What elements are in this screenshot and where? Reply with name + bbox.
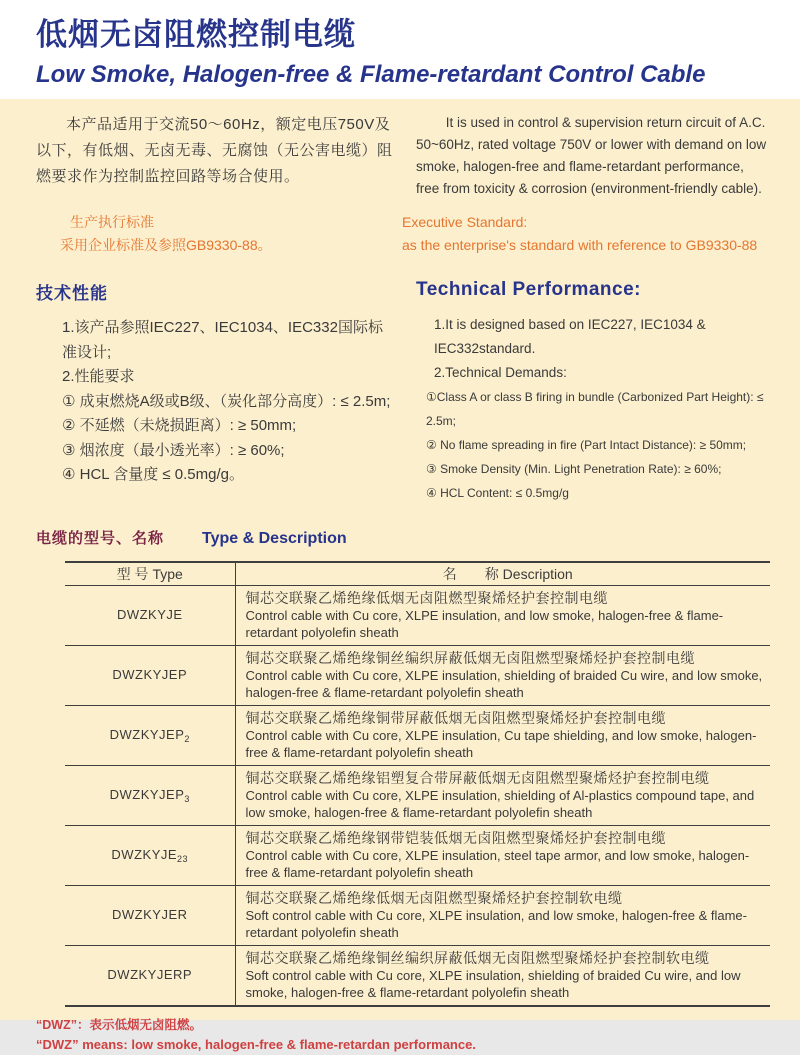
table-row	[65, 885, 770, 945]
tech-en-item: ② No flame spreading in fire (Part Intact Distance): ≥ 50mm;	[426, 438, 747, 452]
standard-english	[394, 211, 770, 257]
technical-list-english-main	[416, 313, 770, 385]
type-cell: $DWZKYJE_{23}$	[65, 825, 235, 885]
cable-name-chinese: 铜芯交联聚乙烯绝缘铜丝编织屏蔽低烟无卤阻燃型聚烯烃护套控制电缆	[245, 649, 695, 666]
tech-zh-item: ③ 烟浓度（最小透光率）: ≥ 60%;	[62, 441, 285, 459]
cable-name-english: Soft control cable with Cu core, XLPE insulation, and low smoke, halogen-free & flame-retardant polyolefin sheath	[245, 907, 747, 940]
footnotes	[36, 1015, 770, 1055]
cable-name-chinese: 铜芯交联聚乙烯绝缘铜带屏蔽低烟无卤阻燃型聚烯烃护套控制电缆	[245, 709, 666, 726]
type-cell: DWZKYJE	[65, 585, 235, 645]
standard-zh-line2: 采用企业标准及参照GB9330-88。	[60, 237, 272, 253]
cable-name-chinese: 铜芯交联聚乙烯绝缘低烟无卤阻燃型聚烯烃护套控制软电缆	[245, 889, 623, 906]
type-cell: DWZKYJER	[65, 885, 235, 945]
page-title-chinese: 低烟无卤阻燃控制电缆	[36, 17, 356, 52]
table-row	[65, 765, 770, 825]
description-cell	[235, 705, 770, 765]
description-cell	[235, 945, 770, 1006]
cable-name-english: Control cable with Cu core, XLPE insulation, shielding of braided Cu wire, and low smoke, halogen-free & flame-retardant polyolefin sheath	[245, 667, 763, 700]
footnote-chinese: “DWZ”：表示低烟无卤阻燃。	[36, 1017, 202, 1032]
table-row	[65, 825, 770, 885]
tech-en-item: ①Class A or class B firing in bundle (Carbonized Part Height): ≤ 2.5m;	[426, 390, 764, 428]
table-row	[65, 645, 770, 705]
cable-name-english: Control cable with Cu core, XLPE insulation, and low smoke, halogen-free & flame-retardant polyolefin sheath	[245, 607, 724, 640]
description-cell	[235, 765, 770, 825]
column-header-type: 型 号 Type	[65, 562, 235, 585]
description-cell	[235, 885, 770, 945]
intro-section	[36, 112, 770, 200]
technical-section	[36, 279, 770, 505]
table-heading-english: Type & Description	[202, 530, 347, 547]
tech-zh-item: ① 成束燃烧A级或B级、（炭化部分高度）: ≤ 2.5m;	[62, 392, 391, 410]
tech-en-item: ④ HCL Content: ≤ 0.5mg/g	[426, 486, 569, 500]
cable-name-english: Soft control cable with Cu core, XLPE insulation, shielding of braided Cu wire, and low smoke, halogen-free & flame-retardant polyolefin sheath	[245, 967, 741, 1000]
standard-section	[36, 211, 770, 257]
cable-name-chinese: 铜芯交联聚乙烯绝缘铝塑复合带屏蔽低烟无卤阻燃型聚烯烃护套控制电缆	[245, 769, 710, 786]
type-description-table	[65, 561, 770, 1007]
description-cell	[235, 585, 770, 645]
table-row	[65, 945, 770, 1006]
footnote-english: “DWZ” means: low smoke, halogen-free & flame-retardan performance.	[36, 1036, 476, 1052]
cable-name-chinese: 铜芯交联聚乙烯绝缘铜丝编织屏蔽低烟无卤阻燃型聚烯烃护套控制软电缆	[245, 949, 710, 966]
technical-chinese	[36, 279, 394, 505]
cable-name-english: Control cable with Cu core, XLPE insulation, Cu tape shielding, and low smoke, halogen-free & flame-retardant polyolefin sheath	[245, 727, 757, 760]
table-header-row	[65, 562, 770, 585]
table-row	[65, 705, 770, 765]
intro-paragraph-english: It is used in control & supervision return circuit of A.C. 50~60Hz, rated voltage 750V or lower with demand on low smoke, halogen-free and flame-retardant performance, free from toxicity & corrosion (environment-friendly cable).	[416, 115, 767, 196]
technical-heading-english: Technical Performance:	[416, 279, 642, 300]
column-header-description: 名 称 Description	[235, 562, 770, 585]
intro-paragraph-chinese: 本产品适用于交流50～60Hz，额定电压750V及以下，有低烟、无卤无毒、无腐蚀（无公害电缆）阻燃要求作为控制监控回路等场合使用。	[36, 116, 393, 185]
page-title-english: Low Smoke, Halogen-free & Flame-retardant Control Cable	[36, 61, 706, 88]
tech-en-item: 2.Technical Demands:	[434, 365, 567, 380]
standard-zh-line1: 生产执行标准	[70, 214, 154, 230]
table-section-heading	[36, 527, 770, 548]
type-cell: DWZKYJERP	[65, 945, 235, 1006]
technical-english	[394, 279, 770, 505]
cable-name-chinese: 铜芯交联聚乙烯绝缘低烟无卤阻燃型聚烯烃护套控制电缆	[245, 589, 608, 606]
technical-list-chinese	[36, 316, 394, 488]
tech-zh-item: ④ HCL 含量度 ≤ 0.5mg/g。	[62, 466, 244, 483]
table-heading-chinese: 电缆的型号、名称	[36, 530, 165, 547]
standard-en-line2: as the enterprise's standard with reference to GB9330-88	[402, 237, 758, 253]
tech-zh-item: 1.该产品参照IEC227、IEC1034、IEC332国际标准设计;	[62, 319, 383, 361]
technical-list-english-demands	[416, 385, 770, 505]
cable-name-english: Control cable with Cu core, XLPE insulation, shielding of Al-plastics compound tape, and low smoke, halogen-free & flame-retardant polyolefin sheath	[245, 787, 755, 820]
description-cell	[235, 825, 770, 885]
tech-zh-item: 2.性能要求	[62, 368, 135, 385]
tech-en-item: ③ Smoke Density (Min. Light Penetration Rate): ≥ 60%;	[426, 462, 722, 476]
page-body	[0, 99, 800, 1055]
technical-heading-chinese: 技术性能	[36, 284, 108, 303]
description-cell	[235, 645, 770, 705]
tech-en-item: 1.It is designed based on IEC227, IEC1034 & IEC332standard.	[434, 317, 706, 356]
cable-name-english: Control cable with Cu core, XLPE insulation, steel tape armor, and low smoke, halogen-free & flame-retardant polyolefin sheath	[245, 847, 750, 880]
table-row	[65, 585, 770, 645]
type-cell: DWZKYJEP	[65, 645, 235, 705]
type-cell: $DWZKYJEP_2$	[65, 705, 235, 765]
page-header	[0, 0, 800, 99]
tech-zh-item: ② 不延燃（未烧损距离）: ≥ 50mm;	[62, 417, 297, 434]
cable-name-chinese: 铜芯交联聚乙烯绝缘钢带铠装低烟无卤阻燃型聚烯烃护套控制电缆	[245, 829, 666, 846]
standard-chinese	[36, 211, 394, 257]
standard-en-line1: Executive Standard:	[402, 214, 528, 230]
type-cell: $DWZKYJEP_3$	[65, 765, 235, 825]
